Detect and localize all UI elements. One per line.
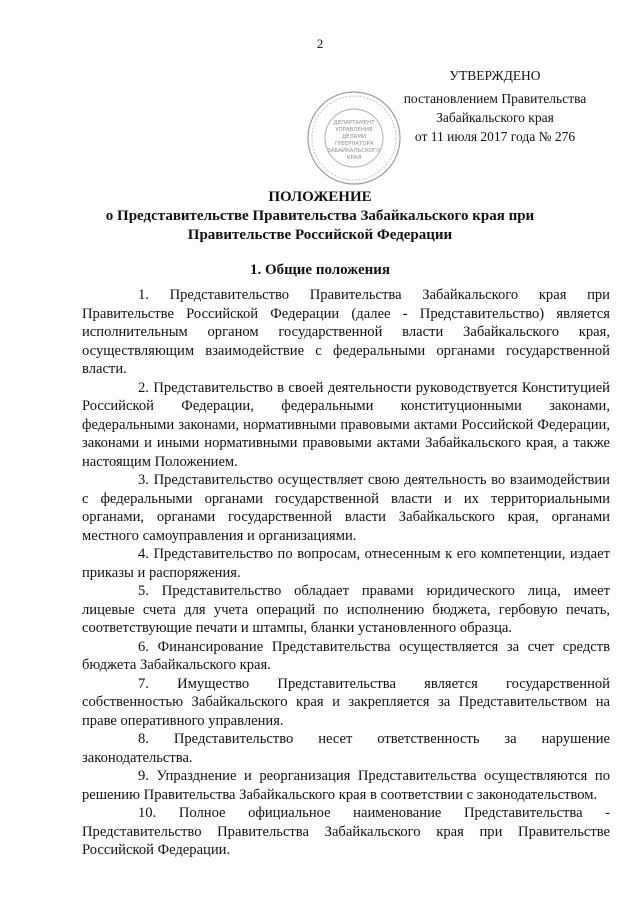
approval-line-2: Забайкальского края (436, 110, 554, 125)
approved-label: УТВЕРЖДЕНО (449, 68, 541, 83)
svg-text:ДЕПАРТАМЕНТ: ДЕПАРТАМЕНТ (333, 120, 375, 126)
paragraph-4: 4. Представительство по вопросам, отнесенным к его компетенции, издает приказы и распоряжения. (82, 546, 610, 581)
page-number: 2 (316, 36, 324, 51)
approval-line-1: постановлением Правительства (403, 91, 587, 106)
paragraph-5: 5. Представительство обладает правами юридического лица, имеет лицевые счета для учета операций по исполнению бюджета, гербовую печать, соответствующие печати и штампы, бланки установленного образца. (82, 583, 610, 636)
approval-line-3: от 11 июля 2017 года № 276 (414, 129, 576, 144)
svg-text:УПРАВЛЕНИЯ: УПРАВЛЕНИЯ (335, 127, 373, 133)
paragraph-10: 10. Полное официальное наименование Представительства - Представительство Правительства Забайкальского края при Правительстве Российской Федерации. (82, 805, 610, 858)
paragraph-6: 6. Финансирование Представительства осуществляется за счет средств бюджета Забайкальского края. (82, 638, 610, 673)
paragraph-7: 7. Имущество Представительства является государственной собственностью Забайкальского края и закрепляется за Представительством на праве оперативного управления. (82, 675, 610, 729)
paragraph-3: 3. Представительство осуществляет свою деятельность во взаимодействии с федеральными органами государственной власти и их территориальными органами, органами государственной власти Забайкальского края, органами местного самоуправления и организациями. (82, 472, 610, 544)
svg-text:КРАЯ: КРАЯ (346, 155, 362, 161)
doc-type: ПОЛОЖЕНИЕ (268, 189, 372, 205)
approval-block (370, 66, 620, 146)
paragraph-9: 9. Упразднение и реорганизация Представительства осуществляются по решению Правительства Забайкальского края в соответствии с законодательством. (82, 768, 610, 803)
document-body (82, 286, 610, 860)
paragraph-1: 1. Представительство Правительства Забайкальского края при Правительстве Российской Федерации (далее - Представительство) является исполнительным органом государственной власти Забайкальского края, осуществляющим взаимодействие с федеральными органами государственной власти. (82, 287, 610, 377)
paragraph-8: 8. Представительство несет ответственность за нарушение законодательства. (82, 731, 610, 766)
section-heading: 1. Общие положения (249, 262, 391, 278)
paragraph-2: 2. Представительство в своей деятельности руководствуется Конституцией Российской Федерации, федеральными конституционными законами, федеральными законами, нормативными правовыми актами Российской Федерации, законами и иными нормативными правовыми актами Забайкальского края, а также настоящим Положением. (82, 379, 610, 470)
title-line-1: о Представительстве Правительства Забайкальского края при (105, 208, 535, 224)
svg-text:ДЕЛАМИ: ДЕЛАМИ (341, 134, 367, 140)
svg-text:ЗАБАЙКАЛЬСКОГО: ЗАБАЙКАЛЬСКОГО (327, 148, 381, 154)
document-title (100, 188, 540, 245)
title-line-2: Правительстве Российской Федерации (187, 227, 453, 243)
svg-text:ГУБЕРНАТОРА: ГУБЕРНАТОРА (334, 141, 374, 147)
